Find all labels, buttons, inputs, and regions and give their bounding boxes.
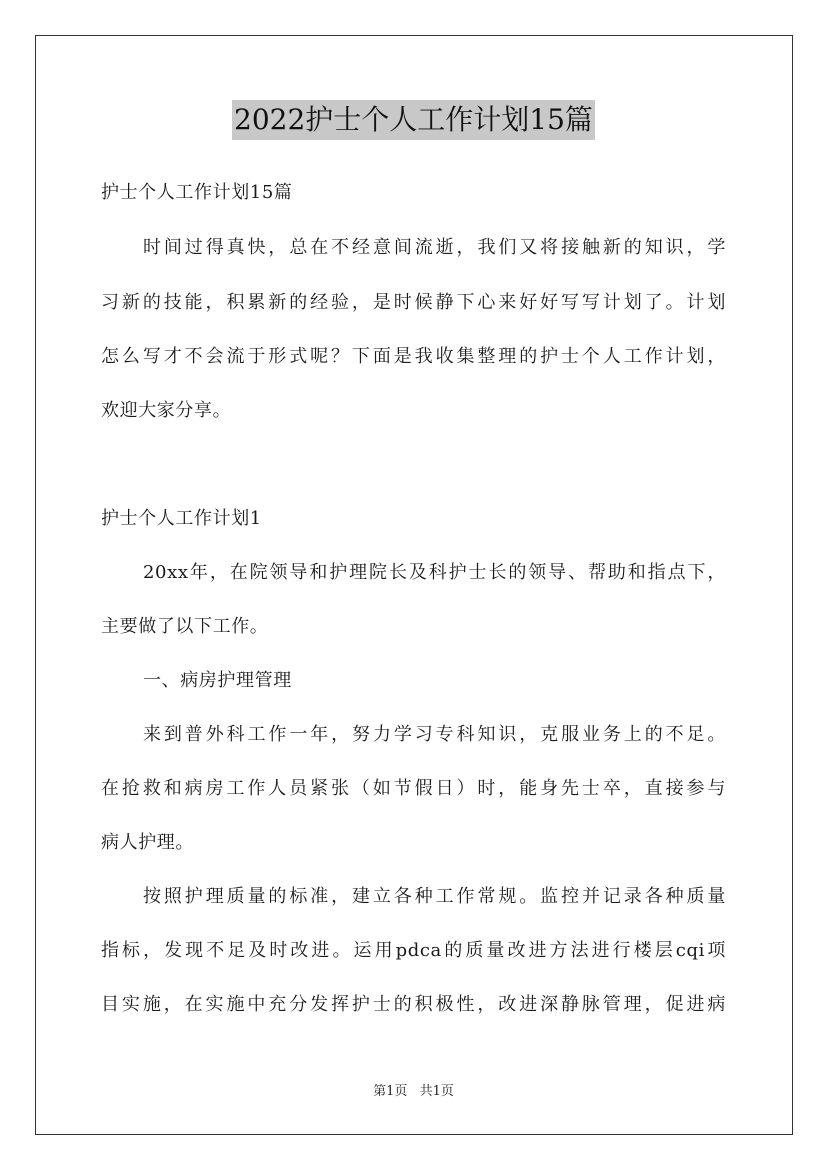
- intro-line-4: 欢迎大家分享。: [101, 400, 232, 421]
- page-total: 共1页: [419, 1084, 454, 1099]
- para2-line-1: 来到普外科工作一年，努力学习专科知识，克服业务上的不足。: [143, 724, 726, 745]
- para3-line-1: 按照护理质量的标准，建立各种工作常规。监控并记录各种质量: [143, 886, 726, 907]
- section-heading: 护士个人工作计划1: [101, 508, 262, 529]
- para3-line-2: 指标，发现不足及时改进。运用pdca的质量改进方法进行楼层cqi项: [101, 940, 726, 961]
- section-line-2: 主要做了以下工作。: [101, 616, 269, 637]
- title-container: [0, 100, 827, 140]
- page-footer: [0, 1083, 827, 1101]
- section-line-1: 20xx年，在院领导和护理院长及科护士长的领导、帮助和指点下，: [143, 562, 726, 583]
- subsection-heading: 一、病房护理管理: [143, 670, 292, 691]
- para2-line-2: 在抢救和病房工作人员紧张（如节假日）时，能身先士卒，直接参与: [101, 778, 726, 799]
- intro-line-2: 习新的技能，积累新的经验，是时候静下心来好好写写计划了。计划: [101, 292, 726, 313]
- subtitle: 护士个人工作计划15篇: [101, 182, 293, 203]
- para3-line-3: 目实施，在实施中充分发挥护士的积极性，改进深静脉管理，促进病: [101, 994, 726, 1015]
- page-number: 第1页: [373, 1084, 408, 1099]
- para2-line-3: 病人护理。: [101, 832, 194, 853]
- document-title: 2022护士个人工作计划15篇: [232, 100, 595, 140]
- intro-line-1: 时间过得真快，总在不经意间流逝，我们又将接触新的知识，学: [143, 237, 726, 258]
- intro-line-3: 怎么写才不会流于形式呢？下面是我收集整理的护士个人工作计划，: [101, 346, 726, 367]
